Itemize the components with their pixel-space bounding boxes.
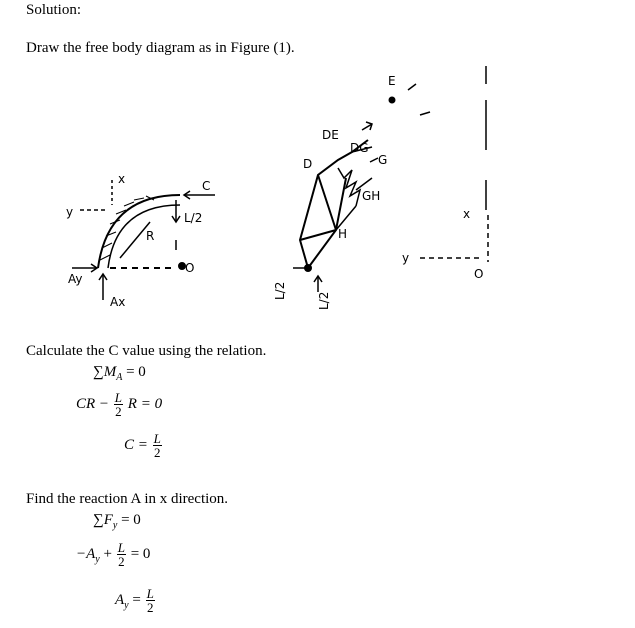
eq-ay: $-A_y$ + $\frac{L}{2}$ = 0 <box>76 540 151 569</box>
left-o-label: O <box>185 261 195 275</box>
mid-gh-label: GH <box>362 189 381 203</box>
left-c-label: C <box>202 179 211 193</box>
eq-cr: CR − $\frac{L}{2}$ R = 0 <box>76 390 163 419</box>
right-y-label: y <box>402 251 410 265</box>
left-l2-label: L/2 <box>184 211 203 225</box>
left-figure <box>72 180 215 300</box>
mid-g-label: G <box>378 153 388 167</box>
mid-h-label: H <box>338 227 348 241</box>
step1-text: Calculate the C value using the relation. <box>26 343 267 359</box>
step2-text: Find the reaction A in x direction. <box>26 491 229 507</box>
eq-sum-moments: $\sum M_A = 0$ <box>93 364 146 383</box>
mid-de-label: DE <box>322 128 339 142</box>
eq-ay-result: $A_y$ = $\frac{L}{2}$ <box>115 586 154 615</box>
intro-text: Draw the free body diagram as in Figure (1). <box>26 40 295 56</box>
right-figure <box>390 66 489 262</box>
mid-l2b-label: L/2 <box>317 291 331 310</box>
mid-d-label: D <box>303 157 313 171</box>
eq-sum-forces: $\sum F_y = 0$ <box>93 512 141 531</box>
right-e-label: E <box>388 74 396 88</box>
solution-heading: Solution: <box>26 2 82 18</box>
mid-l2a-label: L/2 <box>273 281 287 300</box>
left-r-label: R <box>146 229 155 243</box>
mid-dg-label: DG <box>350 141 369 155</box>
right-x-label: x <box>463 207 471 221</box>
eq-c-result: C = $\frac{L}{2}$ <box>124 431 161 460</box>
left-ay-label: Ay <box>68 272 83 286</box>
left-y-label: y <box>66 205 74 219</box>
left-ax-label: Ax <box>110 295 126 309</box>
left-x-label: x <box>118 172 126 186</box>
right-o-label: O <box>474 267 484 281</box>
